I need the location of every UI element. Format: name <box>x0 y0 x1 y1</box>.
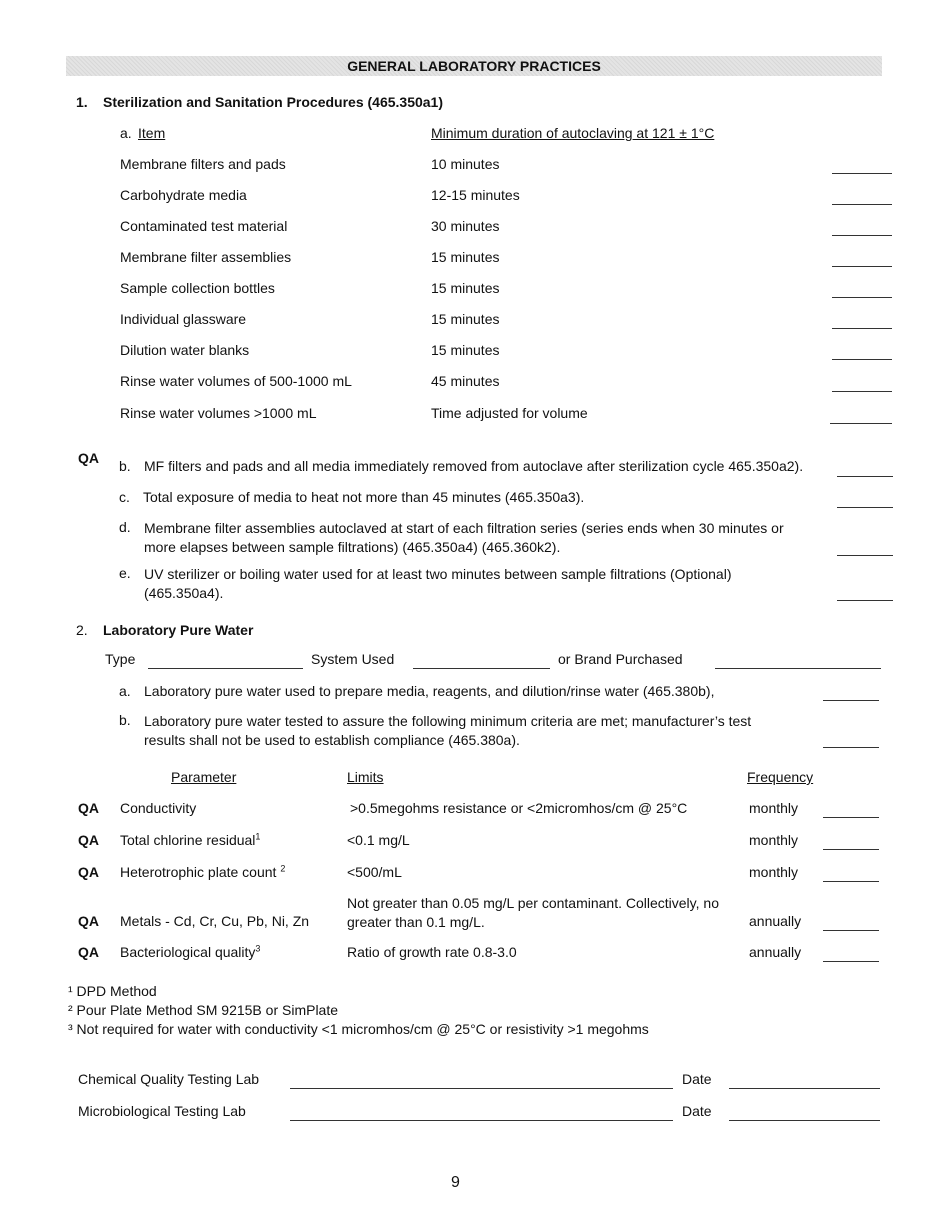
row-item: Contaminated test material <box>120 218 288 234</box>
limits-cell: Ratio of growth rate 0.8-3.0 <box>347 944 517 960</box>
system-field[interactable] <box>413 668 550 669</box>
qa-label: QA <box>78 450 99 466</box>
qa-label: QA <box>78 913 99 929</box>
row-item: Dilution water blanks <box>120 342 250 358</box>
frequency-cell: annually <box>749 913 802 929</box>
check-blank[interactable] <box>823 700 879 701</box>
row-duration: Time adjusted for volume <box>431 405 588 421</box>
date-label: Date <box>682 1071 712 1087</box>
check-blank[interactable] <box>823 881 879 882</box>
limits-cell: <500/mL <box>347 864 402 880</box>
parameter-cell: Conductivity <box>120 800 197 816</box>
type-label: Type <box>105 651 136 667</box>
frequency-cell: monthly <box>749 800 799 816</box>
row-item: Membrane filters and pads <box>120 156 286 172</box>
signature-label: Microbiological Testing Lab <box>78 1103 246 1119</box>
item-letter: b. <box>119 712 131 728</box>
item-text: UV sterilizer or boiling water used for at least two minutes between sample filtrations (Optional) (465.350a4). <box>144 566 732 601</box>
row-duration: 12-15 minutes <box>431 187 520 203</box>
row-duration: 10 minutes <box>431 156 500 172</box>
check-blank[interactable] <box>823 961 879 962</box>
parameter-cell: Heterotrophic plate count $^2$ <box>120 863 286 880</box>
signature-field[interactable] <box>290 1088 673 1089</box>
item-letter: b. <box>119 458 131 474</box>
date-field[interactable] <box>729 1120 880 1121</box>
parameter-cell: Metals - Cd, Cr, Cu, Pb, Ni, Zn <box>120 913 310 929</box>
row-duration: 15 minutes <box>431 311 500 327</box>
section-1-heading: Sterilization and Sanitation Procedures (465.350a1) <box>103 94 443 110</box>
row-item: Rinse water volumes >1000 mL <box>120 405 317 421</box>
footnote-ref: 3 <box>255 943 261 954</box>
check-blank[interactable] <box>823 930 879 931</box>
signature-label: Chemical Quality Testing Lab <box>78 1071 260 1087</box>
section-2-heading: Laboratory Pure Water <box>103 622 254 638</box>
parameter-cell: Bacteriological quality$^3$ <box>120 943 261 960</box>
row-item: Membrane filter assemblies <box>120 249 292 265</box>
item-text: Laboratory pure water tested to assure the following minimum criteria are met; manufacturer’s test results shall not be used to establish compliance (465.380a). <box>144 713 752 748</box>
item-letter: a. <box>119 683 131 699</box>
check-blank[interactable] <box>823 747 879 748</box>
qa-label: QA <box>78 832 99 848</box>
limits-header: Limits <box>347 769 384 785</box>
date-label: Date <box>682 1103 712 1119</box>
check-blank[interactable] <box>832 204 892 205</box>
page-number: 9 <box>451 1174 460 1191</box>
check-blank[interactable] <box>837 600 893 601</box>
parameter-cell: Total chlorine residual$^1$ <box>120 831 261 848</box>
brand-label: or Brand Purchased <box>558 651 683 667</box>
item-col-prefix: a. <box>120 125 132 141</box>
check-blank[interactable] <box>832 266 892 267</box>
item-col-header: Item <box>138 125 166 141</box>
item-text: Total exposure of media to heat not more than 45 minutes (465.350a3). <box>143 489 585 505</box>
parameter-header: Parameter <box>171 769 237 785</box>
section-2-number: 2. <box>76 622 88 638</box>
footnote: ² Pour Plate Method SM 9215B or SimPlate <box>68 1002 339 1018</box>
check-blank[interactable] <box>837 555 893 556</box>
limits-cell: <0.1 mg/L <box>347 832 410 848</box>
row-duration: 15 minutes <box>431 342 500 358</box>
limits-cell: >0.5megohms resistance or <2micromhos/cm @ 25°C <box>350 800 688 816</box>
item-letter: c. <box>119 489 130 505</box>
system-label: System Used <box>311 651 395 667</box>
row-item: Rinse water volumes of 500-1000 mL <box>120 373 352 389</box>
check-blank[interactable] <box>823 817 879 818</box>
frequency-cell: monthly <box>749 864 799 880</box>
page-title: GENERAL LABORATORY PRACTICES <box>66 56 882 76</box>
qa-label: QA <box>78 864 99 880</box>
check-blank[interactable] <box>832 235 892 236</box>
check-blank[interactable] <box>837 476 893 477</box>
check-blank[interactable] <box>832 391 892 392</box>
check-blank[interactable] <box>832 173 892 174</box>
item-letter: e. <box>119 565 131 581</box>
section-1-number: 1. <box>76 94 88 110</box>
qa-label: QA <box>78 944 99 960</box>
footnote: ¹ DPD Method <box>68 983 157 999</box>
item-letter: d. <box>119 519 131 535</box>
row-item: Carbohydrate media <box>120 187 247 203</box>
check-blank[interactable] <box>837 507 893 508</box>
row-item: Sample collection bottles <box>120 280 275 296</box>
brand-field[interactable] <box>715 668 881 669</box>
footnote: ³ Not required for water with conductivity <1 micromhos/cm @ 25°C or resistivity >1 megohms <box>68 1021 649 1037</box>
row-duration: 15 minutes <box>431 249 500 265</box>
row-duration: 45 minutes <box>431 373 500 389</box>
item-text: Laboratory pure water used to prepare media, reagents, and dilution/rinse water (465.380b), <box>144 683 715 699</box>
check-blank[interactable] <box>830 423 892 424</box>
type-field[interactable] <box>148 668 303 669</box>
check-blank[interactable] <box>832 328 892 329</box>
row-item: Individual glassware <box>120 311 247 327</box>
date-field[interactable] <box>729 1088 880 1089</box>
row-duration: 15 minutes <box>431 280 500 296</box>
qa-label: QA <box>78 800 99 816</box>
item-text: MF filters and pads and all media immediately removed from autoclave after sterilization cycle 465.350a2). <box>144 458 804 474</box>
duration-col-header: Minimum duration of autoclaving at 121 ± 1°C <box>431 125 715 141</box>
check-blank[interactable] <box>823 849 879 850</box>
limits-cell: Not greater than 0.05 mg/L per contaminant. Collectively, no greater than 0.1 mg/L. <box>347 895 719 930</box>
check-blank[interactable] <box>832 297 892 298</box>
check-blank[interactable] <box>832 359 892 360</box>
footnote-ref: 2 <box>280 863 286 874</box>
footnote-ref: 1 <box>255 831 261 842</box>
frequency-cell: annually <box>749 944 802 960</box>
frequency-cell: monthly <box>749 832 799 848</box>
item-text: Membrane filter assemblies autoclaved at start of each filtration series (series ends when 30 minutes or more elapses between sample filtrations) (465.350a4) (465.360k2). <box>144 520 784 555</box>
row-duration: 30 minutes <box>431 218 500 234</box>
frequency-header: Frequency <box>747 769 814 785</box>
signature-field[interactable] <box>290 1120 673 1121</box>
